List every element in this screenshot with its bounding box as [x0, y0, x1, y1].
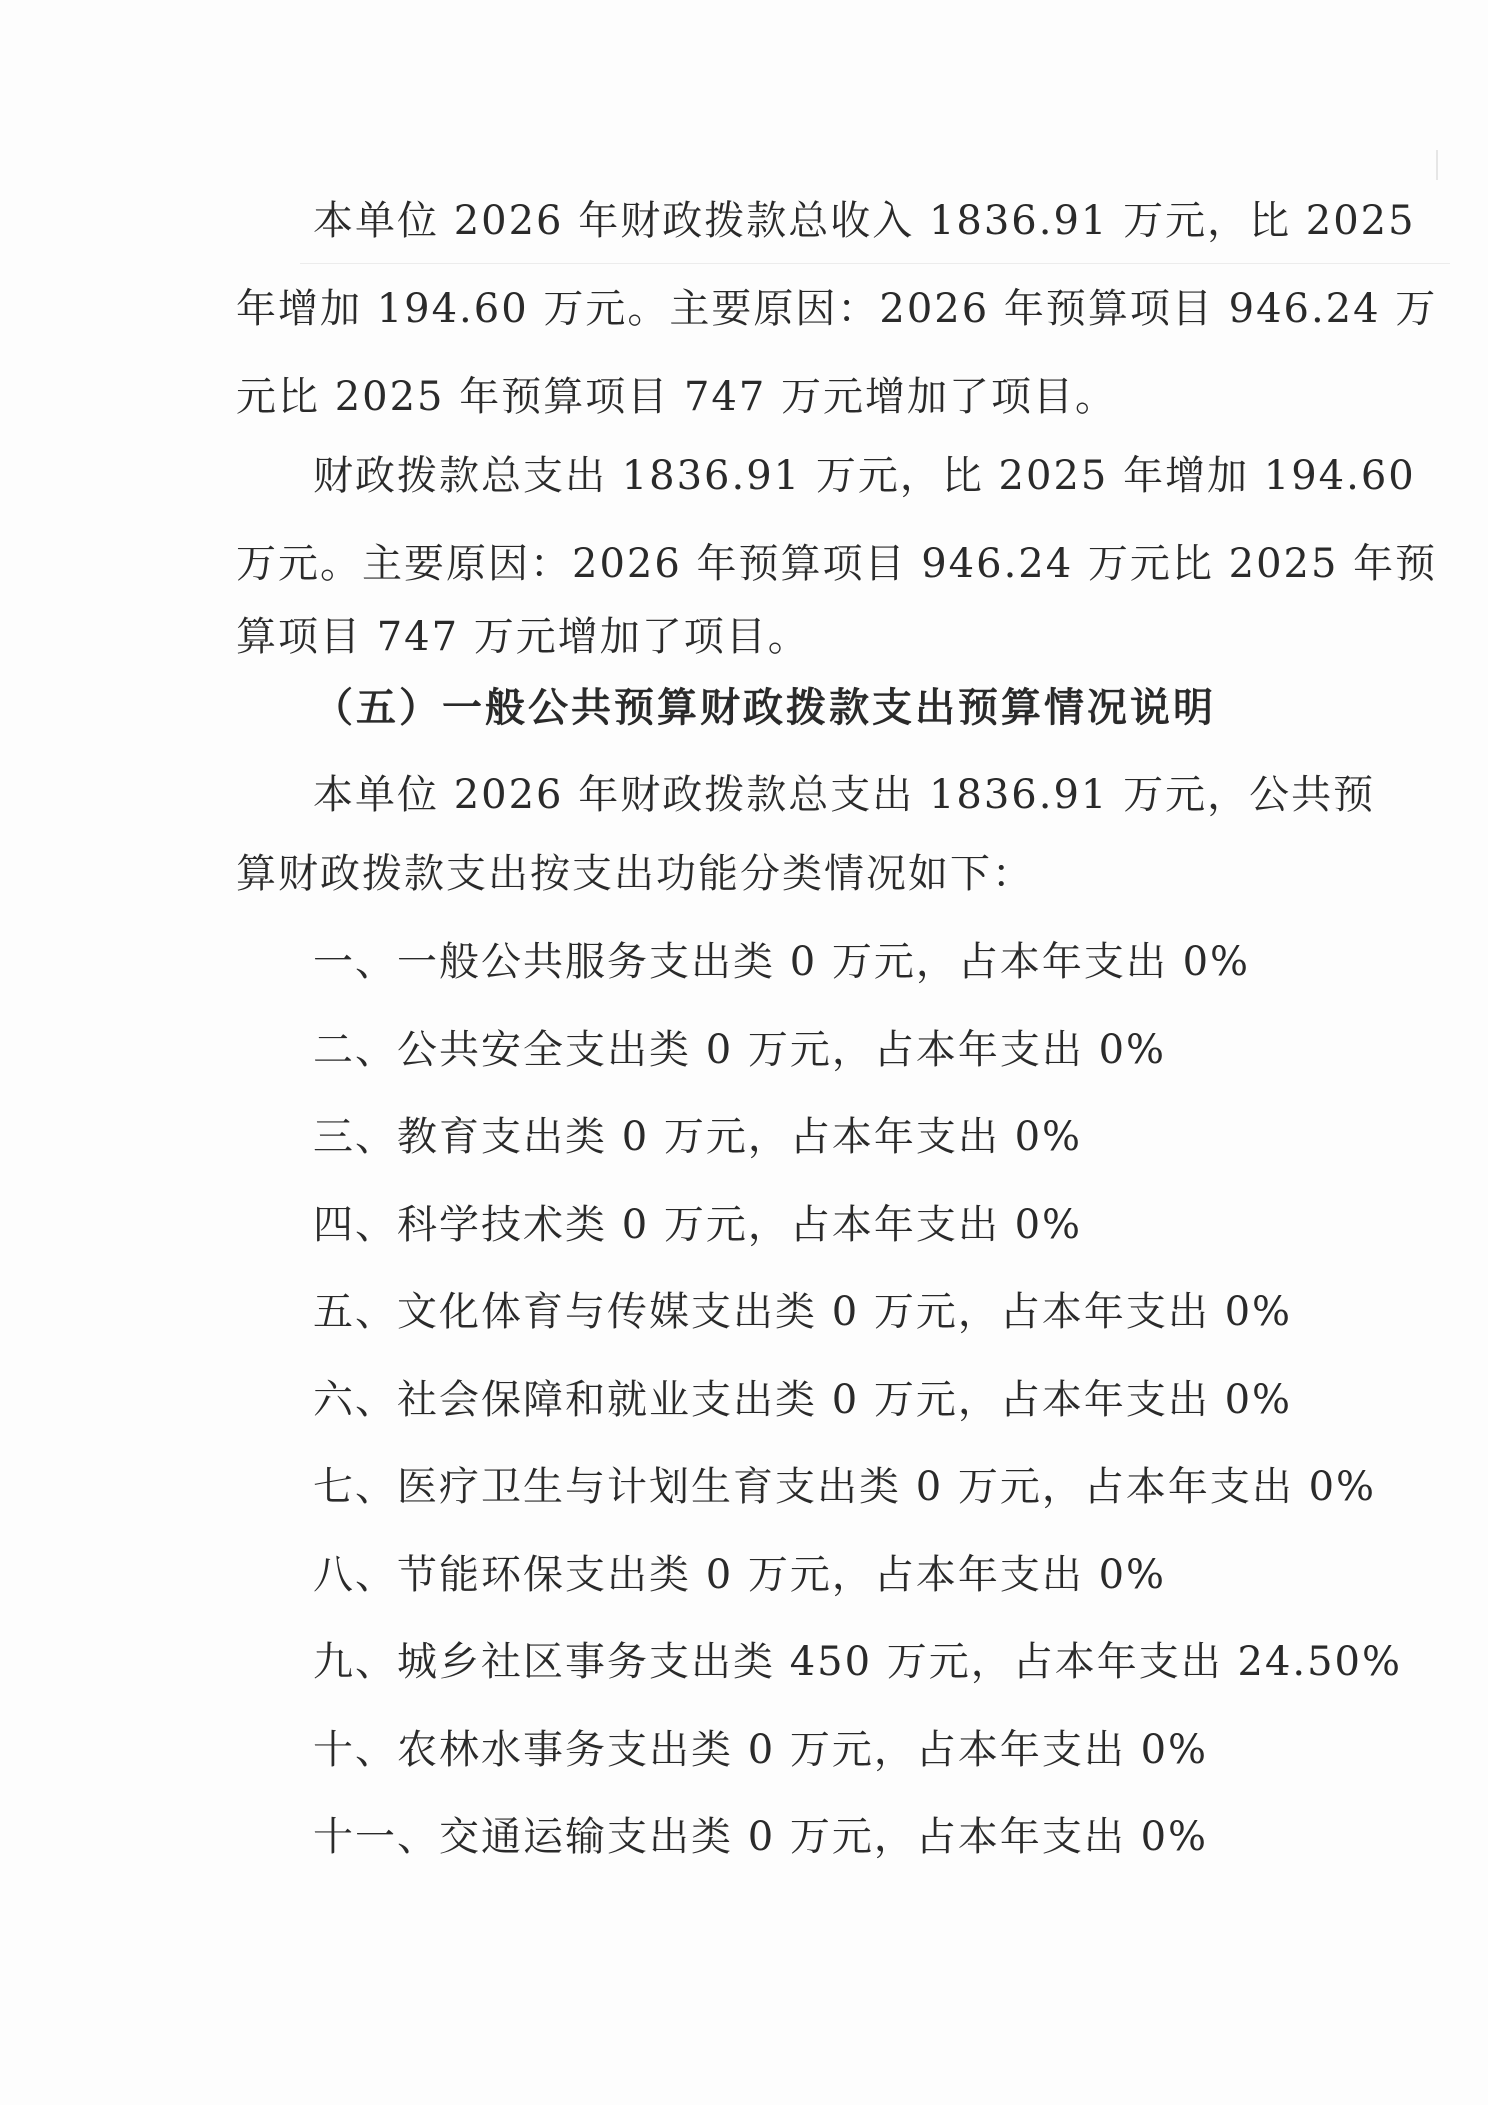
expenditure-item: 八、节能环保支出类 0 万元，占本年支出 0% — [313, 1552, 1167, 1598]
expenditure-item: 六、社会保障和就业支出类 0 万元，占本年支出 0% — [313, 1377, 1293, 1423]
paragraph-2-line-1: 财政拨款总支出 1836.91 万元，比 2025 年增加 194.60 — [313, 453, 1416, 499]
expenditure-item: 九、城乡社区事务支出类 450 万元，占本年支出 24.50% — [313, 1639, 1403, 1685]
expenditure-item: 二、公共安全支出类 0 万元，占本年支出 0% — [313, 1027, 1167, 1073]
expenditure-item: 五、文化体育与传媒支出类 0 万元，占本年支出 0% — [313, 1289, 1293, 1335]
paragraph-1-line-2: 年增加 194.60 万元。主要原因：2026 年预算项目 946.24 万 — [236, 286, 1438, 332]
paragraph-3-line-2: 算财政拨款支出按支出功能分类情况如下： — [236, 851, 1034, 897]
scan-artifact-mark — [1436, 150, 1438, 180]
expenditure-item: 一、一般公共服务支出类 0 万元，占本年支出 0% — [313, 939, 1251, 985]
paragraph-2-line-2: 万元。主要原因：2026 年预算项目 946.24 万元比 2025 年预 — [236, 541, 1438, 587]
scan-artifact-line — [300, 263, 1450, 264]
expenditure-item: 十一、交通运输支出类 0 万元，占本年支出 0% — [313, 1814, 1209, 1860]
paragraph-3-line-1: 本单位 2026 年财政拨款总支出 1836.91 万元，公共预 — [313, 772, 1376, 818]
paragraph-2-line-3: 算项目 747 万元增加了项目。 — [236, 614, 810, 660]
expenditure-item: 三、教育支出类 0 万元，占本年支出 0% — [313, 1114, 1083, 1160]
paragraph-1-line-3: 元比 2025 年预算项目 747 万元增加了项目。 — [236, 374, 1118, 420]
section-heading: （五）一般公共预算财政拨款支出预算情况说明 — [313, 684, 1216, 731]
expenditure-item: 四、科学技术类 0 万元，占本年支出 0% — [313, 1202, 1083, 1248]
expenditure-item: 七、医疗卫生与计划生育支出类 0 万元，占本年支出 0% — [313, 1464, 1377, 1510]
expenditure-item: 十、农林水事务支出类 0 万元，占本年支出 0% — [313, 1727, 1209, 1773]
paragraph-1-line-1: 本单位 2026 年财政拨款总收入 1836.91 万元，比 2025 — [313, 198, 1416, 244]
